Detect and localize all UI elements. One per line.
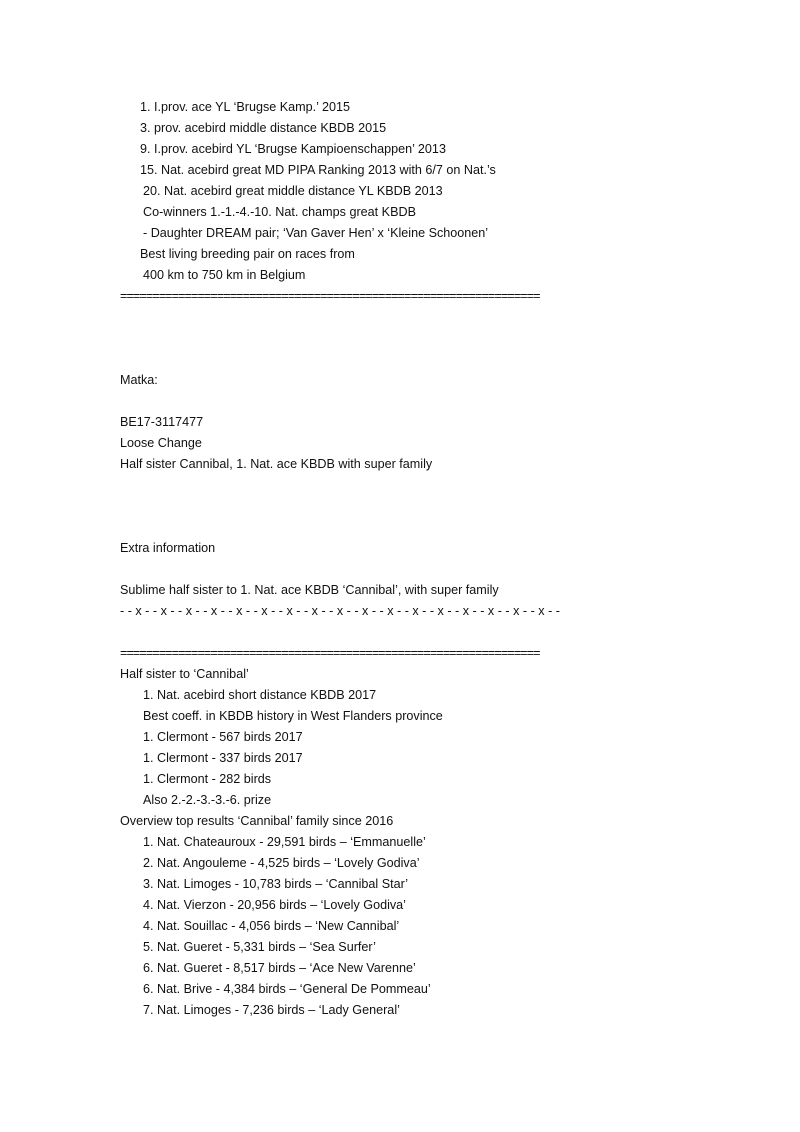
text-line: Overview top results ‘Cannibal’ family since 2016	[120, 814, 394, 828]
blank-line	[120, 391, 600, 412]
blank-line	[120, 622, 600, 643]
blank-line	[120, 559, 600, 580]
document-page	[120, 97, 600, 1021]
text-line: 15. Nat. acebird great MD PIPA Ranking 2013 with 6/7 on Nat.’s	[140, 163, 496, 177]
text-line: Matka:	[120, 373, 158, 387]
text-line: Best coeff. in KBDB history in West Flanders province	[143, 709, 443, 723]
text-line: Also 2.-2.-3.-3.-6. prize	[143, 793, 272, 807]
text-line: 20. Nat. acebird great middle distance YL KBDB 2013	[143, 184, 443, 198]
blank-line	[120, 307, 600, 328]
text-line: 400 km to 750 km in Belgium	[143, 268, 306, 282]
text-line: 1. Nat. Chateauroux - 29,591 birds – ‘Emmanuelle’	[143, 835, 426, 849]
blank-line	[120, 475, 600, 496]
text-line: Best living breeding pair on races from	[140, 247, 355, 261]
text-line: Half sister Cannibal, 1. Nat. ace KBDB with super family	[120, 457, 433, 471]
text-line: 7. Nat. Limoges - 7,236 birds – ‘Lady General’	[143, 1003, 400, 1017]
text-line: - - x - - x - - x - - x - - x - - x - - x - - x - - x - - x - - x - - x - - x - - x - - x - - x - - x - -	[120, 604, 560, 618]
text-line: 1. Clermont - 337 birds 2017	[143, 751, 303, 765]
text-line: - Daughter DREAM pair; ‘Van Gaver Hen’ x ‘Kleine Schoonen’	[143, 226, 489, 240]
text-line: 6. Nat. Brive - 4,384 birds – ‘General De Pommeau’	[143, 982, 431, 996]
text-line: 9. I.prov. acebird YL ‘Brugse Kampioenschappen’ 2013	[140, 142, 446, 156]
blank-line	[120, 328, 600, 349]
text-line: BE17-3117477	[120, 415, 204, 429]
blank-line	[120, 517, 600, 538]
text-line: 1. Clermont - 567 birds 2017	[143, 730, 303, 744]
text-line: 5. Nat. Gueret - 5,331 birds – ‘Sea Surfer’	[143, 940, 376, 954]
blank-line	[120, 349, 600, 370]
separator-line: =================================================================	[120, 646, 540, 660]
text-line: Co-winners 1.-1.-4.-10. Nat. champs great KBDB	[143, 205, 416, 219]
text-line: 6. Nat. Gueret - 8,517 birds – ‘Ace New Varenne’	[143, 961, 416, 975]
text-line: Loose Change	[120, 436, 202, 450]
text-line: Extra information	[120, 541, 216, 555]
text-line: 3. prov. acebird middle distance KBDB 2015	[140, 121, 387, 135]
text-line: Half sister to ‘Cannibal’	[120, 667, 249, 681]
separator-line: =================================================================	[120, 289, 540, 303]
text-line: 2. Nat. Angouleme - 4,525 birds – ‘Lovely Godiva’	[143, 856, 420, 870]
text-line: 1. Clermont - 282 birds	[143, 772, 272, 786]
text-line: Sublime half sister to 1. Nat. ace KBDB ‘Cannibal’, with super family	[120, 583, 499, 597]
text-line: 4. Nat. Vierzon - 20,956 birds – ‘Lovely Godiva’	[143, 898, 406, 912]
text-line: 4. Nat. Souillac - 4,056 birds – ‘New Cannibal’	[143, 919, 400, 933]
text-line: 1. I.prov. ace YL ‘Brugse Kamp.’ 2015	[140, 100, 351, 114]
text-line: 1. Nat. acebird short distance KBDB 2017	[143, 688, 377, 702]
text-line: 3. Nat. Limoges - 10,783 birds – ‘Cannibal Star’	[143, 877, 409, 891]
blank-line	[120, 496, 600, 517]
